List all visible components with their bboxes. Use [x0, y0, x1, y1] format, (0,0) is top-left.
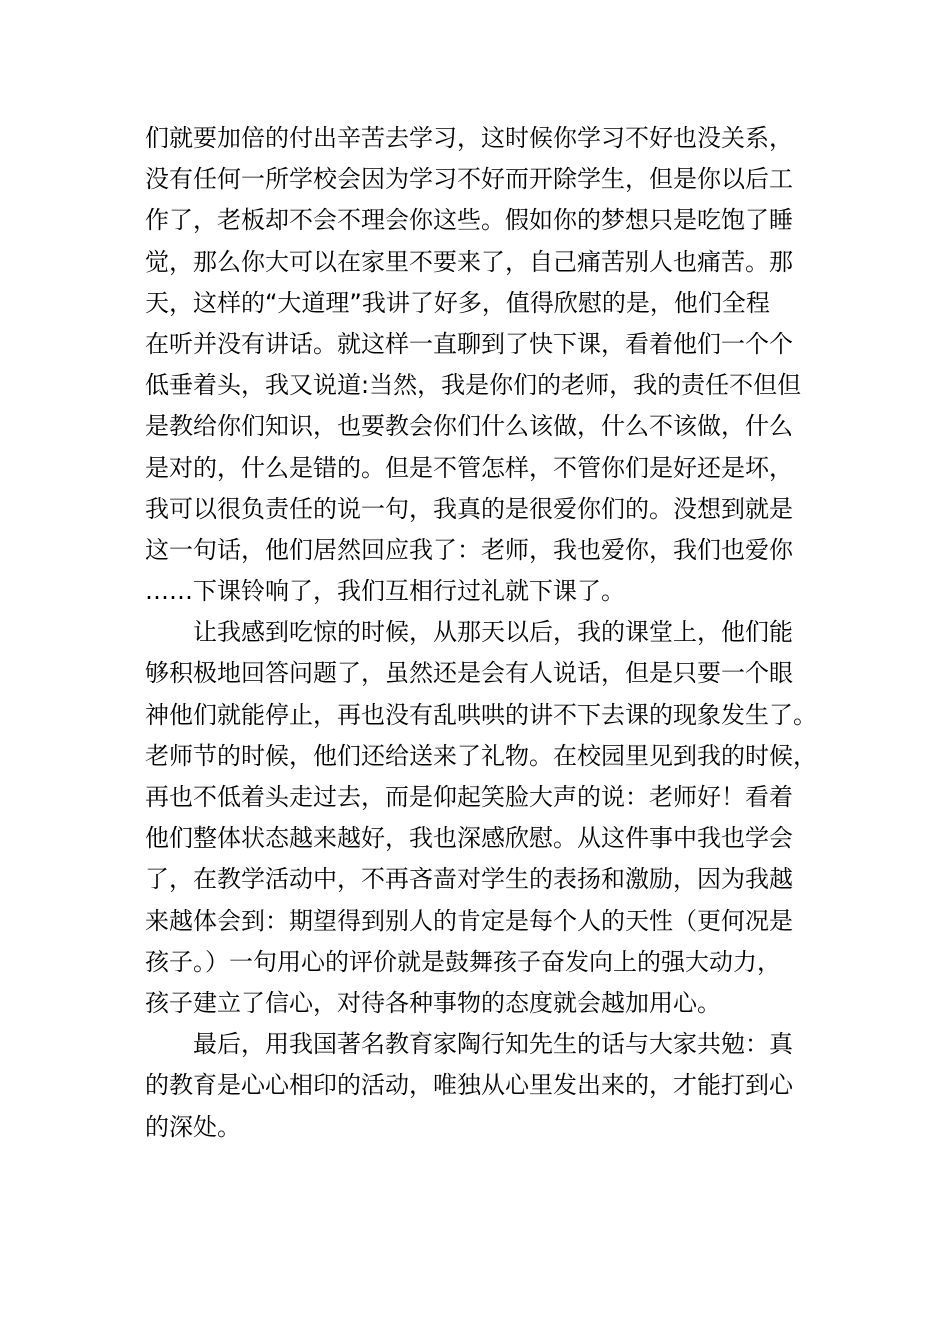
- text-line: 天，这样的“大道理”我讲了好多，值得欣慰的是，他们全程: [145, 288, 770, 317]
- text-line: 让我感到吃惊的时候，从那天以后，我的课堂上，他们能: [193, 618, 793, 647]
- text-line: 孩子建立了信心，对待各种事物的态度就会越加用心。: [145, 988, 721, 1017]
- text-line: 作了，老板却不会不理会你这些。假如你的梦想只是吃饱了睡: [145, 206, 793, 235]
- text-line: ……下课铃响了，我们互相行过礼就下课了。: [145, 577, 625, 606]
- text-line: 们就要加倍的付出辛苦去学习，这时候你学习不好也没关系，: [145, 124, 793, 152]
- text-line: 来越体会到：期望得到别人的肯定是每个人的天性（更何况是: [145, 906, 793, 935]
- text-line: 觉，那么你大可以在家里不要来了，自己痛苦别人也痛苦。那: [145, 247, 793, 276]
- text-line: 低垂着头，我又说道:当然，我是你们的老师，我的责任不但但: [145, 371, 802, 400]
- text-line: 孩子。）一句用心的评价就是鼓舞孩子奋发向上的强大动力，: [145, 947, 781, 976]
- text-line: 老师节的时候，他们还给送来了礼物。在校园里见到我的时候，: [145, 741, 817, 770]
- text-line: 这一句话，他们居然回应我了：老师，我也爱你，我们也爱你: [145, 535, 793, 564]
- text-line: 没有任何一所学校会因为学习不好而开除学生，但是你以后工: [145, 165, 793, 194]
- text-line: 的深处。: [145, 1112, 241, 1141]
- text-line: 神他们就能停止，再也没有乱哄哄的讲不下去课的现象发生了。: [145, 700, 817, 729]
- text-line: 最后，用我国著名教育家陶行知先生的话与大家共勉：真: [193, 1030, 793, 1059]
- text-line: 够积极地回答问题了，虽然还是会有人说话，但是只要一个眼: [145, 659, 793, 688]
- text-line: 我可以很负责任的说一句，我真的是很爱你们的。没想到就是: [145, 494, 793, 523]
- body-text: [145, 118, 825, 1148]
- text-line: 的教育是心心相印的活动，唯独从心里发出来的，才能打到心: [145, 1071, 793, 1100]
- text-line: 在听并没有讲话。就这样一直聊到了快下课，看着他们一个个: [145, 329, 793, 358]
- text-line: 是教给你们知识，也要教会你们什么该做，什么不该做，什么: [145, 412, 793, 441]
- text-line: 是对的，什么是错的。但是不管怎样，不管你们是好还是坏，: [145, 453, 793, 482]
- text-line: 他们整体状态越来越好，我也深感欣慰。从这件事中我也学会: [145, 824, 793, 853]
- text-line: 了，在教学活动中，不再吝啬对学生的表扬和激励，因为我越: [145, 865, 793, 894]
- text-line: 再也不低着头走过去，而是仰起笑脸大声的说：老师好！看着: [145, 783, 793, 811]
